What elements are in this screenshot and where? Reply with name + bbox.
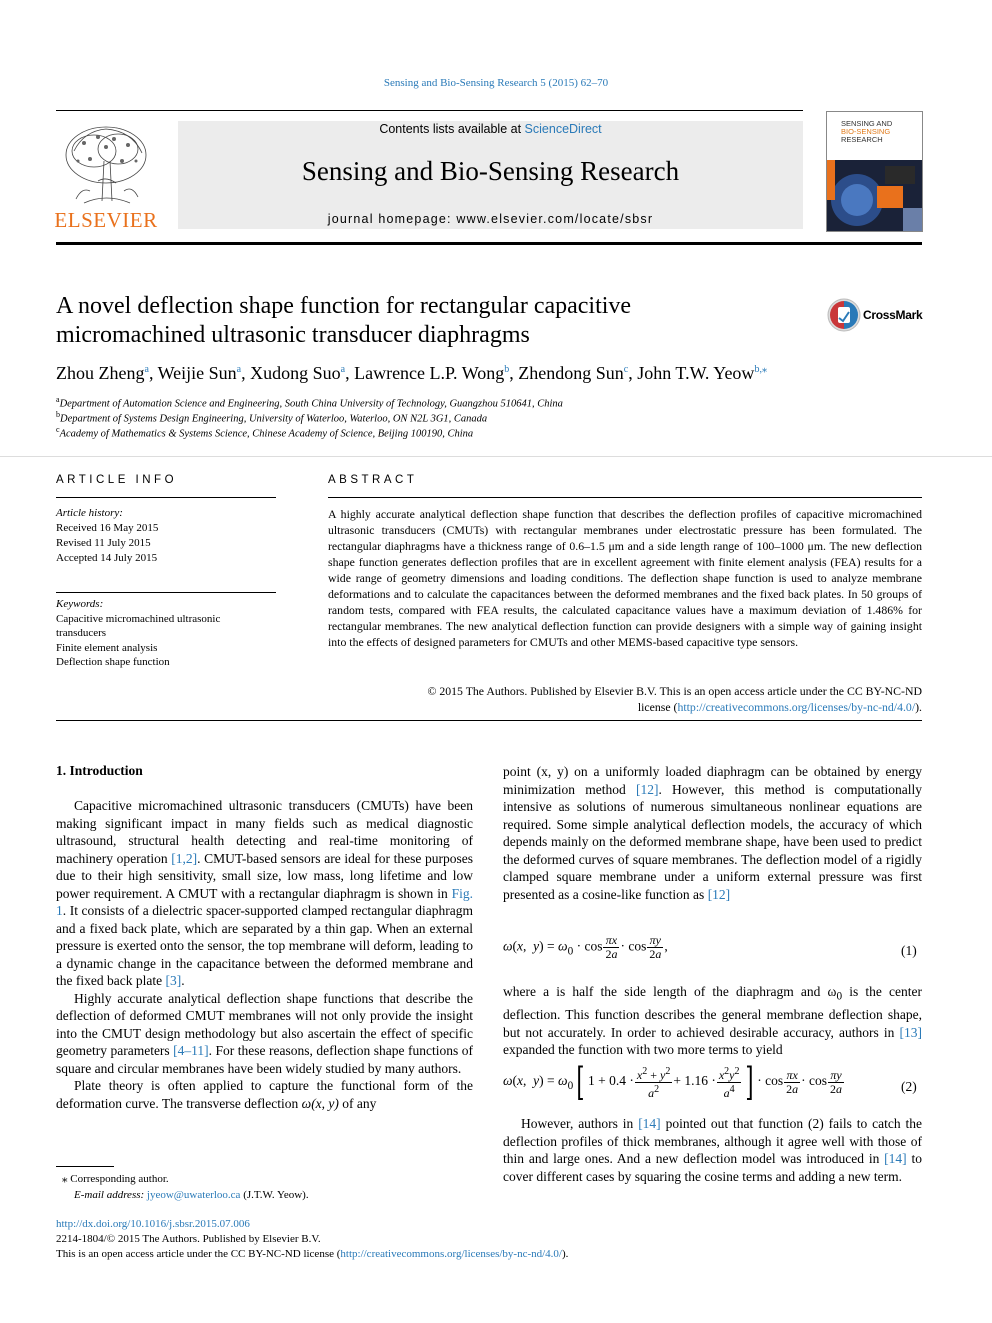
body-right-column-bottom [503,1115,922,1185]
body-right-column-mid [503,983,922,1059]
divider [0,456,992,457]
cover-artwork [827,112,922,231]
affiliation-text: Department of Automation Science and Engineering, South China University of Technology, Guangzhou 510641, China [59,398,563,410]
text: . For these reasons, deflection shape functions of square and circular membranes have been widely studied by many authors. [56,1043,473,1076]
elsevier-tree-icon [54,121,158,211]
footnote-rule [56,1166,114,1167]
license-link[interactable]: http://creativecommons.org/licenses/by-nc-nd/4.0/ [677,700,916,714]
divider [56,497,276,498]
author-affil-mark[interactable]: b [504,364,510,375]
author-separator: , [241,363,251,383]
article-info-heading: ARTICLE INFO [56,474,178,486]
text: where a is half the side length of the diaphragm and ω [503,984,837,999]
keyword-item[interactable]: Finite element analysis [56,641,158,654]
citation-link[interactable]: [1,2] [171,850,198,866]
oa-license-link[interactable]: http://creativecommons.org/licenses/by-nc-nd/4.0/ [340,1248,562,1260]
doi-link[interactable]: http://dx.doi.org/10.1016/j.sbsr.2015.07.006 [56,1218,250,1230]
body-right-column-top [503,763,922,903]
email-label: E-mail address: [74,1189,145,1201]
homepage-prefix: journal homepage: [327,212,452,226]
license-suffix: ). [915,700,922,714]
article-title [56,292,776,350]
affiliation-mark: c [56,425,60,434]
text: However, authors in [521,1116,639,1131]
paragraph [56,990,473,1078]
issn-line: 2214-1804/© 2015 The Authors. Published by Elsevier B.V. [56,1233,321,1245]
math-symbol: ω(x, y) [301,1095,339,1111]
equation-number: (1) [901,943,917,958]
keyword-item[interactable]: Capacitive micromachined ultrasonic transducers [56,612,221,639]
author-affil-mark[interactable]: a [236,364,242,375]
author-affil-mark[interactable]: a [144,364,149,375]
citation-link[interactable]: [13] [899,1024,922,1040]
license-line: © 2015 The Authors. Published by Elsevier B.V. This is an open access article under the CC BY-NC-ND [427,684,922,698]
oa-suffix: ). [562,1248,569,1260]
contents-line [178,122,803,136]
history-revised: Revised 11 July 2015 [56,537,151,549]
crossmark-badge[interactable] [827,298,927,334]
text: . CMUT-based sensors are ideal for these purposes due to their high sensitivity, small size, low mass, long lifetime and low power requirement. A CMUT with a rectangular diaphragm is shown in [56,850,473,901]
citation-link[interactable]: [12] [635,781,659,797]
corresponding-author-note: ⁎ Corresponding author. [62,1173,169,1185]
elsevier-logo[interactable] [54,121,158,233]
journal-cover-thumbnail[interactable] [826,111,923,232]
equation-2: ω(x, $y) = \omega_0$[ 1 + 0.4 · $\frac{x^2 + y^2}{a^2}$ + 1.16 · $\frac{x^2y^2}{a^4}$ ] · cos $\frac{\pi x}{2a}$ · cos $\frac{\pi y}{2a}$ [503,1060,843,1104]
crossmark-icon [827,298,861,332]
text: pointed out that function (2) fails to catch the deflection profiles of thick membranes, although it agree well with those of thin and large ones. And a new deflection model was introduced in [503,1116,922,1166]
text: . It consists of a dielectric spacer-supported clamped rectangular diaphragm and a fixed back plate, which are separated by a thin gap. When an external pressure is exerted onto the sensor, the top membrane will deform, leading to a dynamic change in the capacitance between the deformed membrane and the fixed back plate [56,903,473,988]
divider [328,497,922,498]
body-left-column [56,797,473,1112]
text: point (x, y) on a uniformly loaded diaphragm can be obtained by energy minimization method [503,764,922,797]
citation-link[interactable]: [4–11] [173,1043,209,1058]
journal-title: Sensing and Bio-Sensing Research [301,156,680,186]
header-top-rule [56,110,803,111]
author-separator: , [628,363,638,383]
figure-link[interactable]: Fig. 1 [56,885,473,918]
citation-link[interactable]: [12] [707,886,731,902]
equation-number: (2) [901,1079,917,1094]
subscript: 0 [836,990,843,1003]
citation-link[interactable]: [14] [638,1116,661,1131]
crossmark-label: CrossMark [863,308,923,322]
email-suffix: (J.T.W. Yeow). [240,1189,309,1201]
citation-link[interactable]: [3] [165,973,182,988]
affiliation [56,410,487,425]
text: . [181,973,185,988]
page-footer [56,1217,936,1262]
author-separator: , [509,363,519,383]
abstract-heading: ABSTRACT [328,474,418,486]
cover-title-line3: RESEARCH [841,135,883,144]
article-title-line1: A novel deflection shape function for rectangular capacitive [56,293,632,319]
footnotes [56,1171,496,1203]
author-name[interactable]: Xudong Suo [250,363,341,383]
author-name[interactable]: Zhou Zheng [56,363,145,383]
journal-homepage-line [178,212,803,226]
homepage-url[interactable]: www.elsevier.com/locate/sbsr [456,212,654,226]
license-prefix: license ( [637,700,678,714]
text: . However, this method is computationally intensive as solutions of numerous simultaneous nonlinear equations are required. Some simple analytical deflection models, the accuracy of which depends mainly on the deformed membrane shape, have been used to predict the deformed curves of square membranes. The deflection model of a rigidly clamped square membrane under a uniform external pressure was first presented as a cosine-like function as [503,781,923,902]
text: is the center deflection. This function describes the general membrane deflection shape, but not accurately. In order to achieved desirable accuracy, authors in [503,984,922,1040]
history-received: Received 16 May 2015 [56,522,159,534]
article-history [56,506,276,566]
section-heading: 1. Introduction [56,763,143,778]
paragraph [56,1077,473,1112]
author-separator: , [148,363,158,383]
author-name[interactable]: Zhendong Sun [518,363,624,383]
paragraph [503,1115,922,1185]
author-name[interactable]: Weijie Sun [157,363,237,383]
history-label: Article history: [56,507,123,519]
keywords-block [56,597,276,670]
text: to cover different cases by squaring the cosine terms and adding a new term. [503,1151,922,1184]
affiliation-mark: a [56,395,60,404]
cover-title-line1: SENSING AND [841,119,893,128]
author-separator: , [345,363,355,383]
equation-1: ω(x, $y) = \omega_0 \cdot \cos$ $\frac{\pi x}{2a}$ · cos $\frac{\pi y}{2a}$ , [503,933,668,961]
sciencedirect-link[interactable]: ScienceDirect [524,122,602,136]
text: Capacitive micromachined ultrasonic transducers (CMUTs) have been making significant impact in many fields such as medical diagnostic ultrasound, structural health detecting and real-time monitoring of machinery operation [56,798,473,866]
text: expanded the function with two more terms to yield [503,1042,783,1058]
abstract-text: A highly accurate analytical deflection shape function that describes the deflection profiles of capacitive micromachined ultrasonic transducers (CMUTs) with rectangular membranes under electrostatic pressure has been formulated. The rectangular diaphragms have a thickness range of 0.6–1.5 μm and a side length range of 100–1000 μm. The new deflection shape function generates deflection profiles that are in excellent agreement with finite element analysis (FEA) results for a wide range of geometry dimensions and loading conditions. The deflection shape function is used to analyze membrane deformations and to calculate the capacitances between the deformed membranes and the fixed back plates. In 50 groups of random tests, compared with FEA results, the calculated capacitance values have a maximum deviation of 1.486% for rectangular membranes. The new analytical deflection function can provide designers with a simple way of gaining insight into the effects of designed parameters for CMUTs and other MEMS-based capacitive type sensors. [328,507,922,649]
affiliation [56,425,473,440]
author-affil-mark[interactable]: c [623,364,629,375]
paragraph [56,797,473,990]
oa-prefix: This is an open access article under the CC BY-NC-ND license ( [56,1248,341,1260]
affiliation-text: Academy of Mathematics & Systems Science, Chinese Academy of Science, Beijing 100190, China [59,428,474,440]
article-title-line2: micromachined ultrasonic transducer diaphragms [56,322,530,348]
text: Highly accurate analytical deflection shape functions that describe the deflection of deformed CMUT membranes will not only provide the insight into the CMUT design methodology but also ascertain the effect of specific geometry parameters [56,990,473,1058]
divider [56,720,922,721]
keywords-label: Keywords: [56,598,104,610]
journal-reference[interactable]: Sensing and Bio-Sensing Research 5 (2015) 62–70 [383,77,609,89]
paragraph [503,763,922,903]
affiliation-mark: b [56,410,60,419]
author-list [56,363,936,384]
citation-link[interactable]: [14] [884,1151,907,1166]
history-accepted: Accepted 14 July 2015 [56,552,158,564]
author-affil-mark[interactable]: b,⁎ [754,364,767,375]
affiliation [56,395,563,410]
email-link[interactable]: jyeow@uwaterloo.ca [146,1189,241,1201]
keyword-item[interactable]: Deflection shape function [56,656,170,668]
paragraph [503,983,922,1059]
elsevier-wordmark: ELSEVIER [54,208,158,232]
author-affil-mark[interactable]: a [340,364,346,375]
cover-title-line2: BIO-SENSING [841,127,891,136]
abstract-license [328,683,922,715]
author-name[interactable]: John T.W. Yeow [637,363,755,383]
contents-prefix: Contents lists available at [379,122,522,136]
text: Plate theory is often applied to capture the functional form of the deformation curve. The transverse deflection [56,1078,473,1111]
affiliation-text: Department of Systems Design Engineering, University of Waterloo, Waterloo, ON N2L 3G1, Canada [60,413,488,425]
text: of any [338,1095,377,1111]
divider [56,592,276,593]
author-name[interactable]: Lawrence L.P. Wong [354,363,505,383]
header-bottom-rule [56,242,922,245]
